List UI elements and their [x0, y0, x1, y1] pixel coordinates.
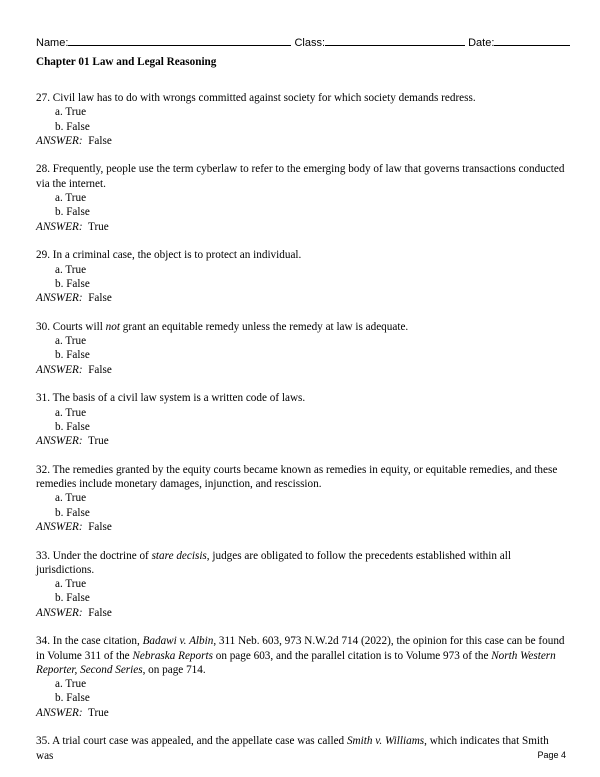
answer-value: True: [88, 220, 109, 233]
question-text: [36, 248, 566, 262]
answer-label: ANSWER:: [36, 706, 83, 719]
question-text-segment: The basis of a civil law system is a written code of laws.: [52, 392, 306, 405]
answer-option: b. False: [55, 592, 90, 605]
answer-option: a. True: [55, 335, 87, 348]
answer-value: False: [88, 134, 112, 147]
question-text: [36, 634, 566, 677]
question-number: 32.: [36, 463, 50, 476]
question-text: [36, 549, 566, 578]
name-label: Name:: [36, 37, 69, 49]
answer-label: ANSWER:: [36, 435, 83, 448]
answer-option: a. True: [55, 678, 87, 691]
question-text-segment: Courts will: [52, 320, 106, 333]
question-text-segment: A trial court case was appealed, and the appellate case was called: [52, 735, 347, 748]
question-text: [36, 391, 566, 405]
question-text-segment: In a criminal case, the object is to protect an individual.: [52, 249, 302, 262]
question-text-italic: North Western Reporter, Second Series: [36, 649, 556, 676]
question-item: [36, 162, 566, 233]
answer-label: ANSWER:: [36, 292, 83, 305]
question-text-segment: Civil law has to do with wrongs committed against society for which society demands redress.: [52, 92, 476, 104]
question-item: [36, 463, 566, 534]
answer-key: [36, 520, 566, 534]
question-text-segment: Frequently, people use the term cyberlaw to refer to the emerging body of law that governs transactions conducted via the internet.: [36, 163, 565, 190]
page-number: Page 4: [537, 750, 566, 760]
answer-label: ANSWER:: [36, 363, 83, 376]
question-item: [36, 734, 566, 763]
question-item: [36, 634, 566, 720]
question-text: [36, 734, 566, 763]
question-text-segment: , which indicates that Smith was: [36, 735, 549, 762]
class-label: Class:: [294, 37, 326, 49]
answer-option: b. False: [55, 506, 90, 519]
answer-option: b. False: [55, 277, 90, 290]
question-number: 35.: [36, 735, 50, 748]
question-number: 34.: [36, 635, 50, 648]
answer-key: [36, 291, 566, 305]
question-text-italic: Nebraska Reports: [132, 649, 213, 662]
question-text-segment: Under the doctrine of: [52, 549, 152, 562]
answer-option: b. False: [55, 692, 90, 705]
answer-key: [36, 434, 566, 448]
answer-key: [36, 706, 566, 720]
answer-option: b. False: [55, 420, 90, 433]
answer-option: a. True: [55, 263, 87, 276]
question-number: 29.: [36, 249, 50, 262]
answer-value: True: [88, 706, 109, 719]
date-blank: [494, 35, 570, 46]
question-text: [36, 162, 566, 191]
answer-value: True: [88, 435, 109, 448]
answer-key: [36, 606, 566, 620]
question-number: 33.: [36, 549, 50, 562]
question-text: [36, 91, 566, 105]
question-text-italic: stare decisis: [151, 549, 207, 562]
answer-option: a. True: [55, 406, 87, 419]
question-item: [36, 320, 566, 377]
answer-option: a. True: [55, 106, 87, 119]
answer-key: [36, 363, 566, 377]
answer-key: [36, 134, 566, 148]
answer-option: a. True: [55, 578, 87, 591]
answer-value: False: [88, 363, 112, 376]
answer-option: b. False: [55, 206, 90, 219]
answer-label: ANSWER:: [36, 520, 83, 533]
answer-value: False: [88, 520, 112, 533]
date-label: Date:: [468, 37, 495, 49]
question-text-italic: Smith v. Williams: [346, 735, 425, 748]
answer-option: b. False: [55, 349, 90, 362]
question-number: 30.: [36, 320, 50, 333]
question-list: [36, 91, 566, 777]
question-text-segment: , on page 714.: [142, 663, 206, 676]
answer-label: ANSWER:: [36, 134, 83, 147]
question-item: [36, 549, 566, 620]
name-blank: [68, 35, 291, 46]
answer-option: a. True: [55, 492, 87, 505]
answer-value: False: [88, 292, 112, 305]
answer-option: a. True: [55, 192, 87, 205]
question-text-segment: on page 603, and the parallel citation is to Volume 973 of the: [212, 649, 492, 662]
question-item: [36, 391, 566, 448]
question-number: 28.: [36, 163, 50, 176]
question-item: [36, 248, 566, 305]
answer-option: b. False: [55, 120, 90, 133]
question-text-segment: , judges are obligated to follow the precedents established within all jurisdictions.: [36, 549, 511, 576]
question-item: [36, 91, 566, 148]
question-text-segment: grant an equitable remedy unless the remedy at law is adequate.: [119, 320, 409, 333]
question-text: [36, 463, 566, 492]
student-info-header: [36, 35, 566, 49]
question-text: [36, 320, 566, 334]
answer-label: ANSWER:: [36, 606, 83, 619]
class-blank: [325, 35, 465, 46]
answer-key: [36, 220, 566, 234]
question-text-segment: In the case citation,: [52, 635, 143, 648]
answer-value: False: [88, 606, 112, 619]
question-text-segment: The remedies granted by the equity courts became known as remedies in equity, or equitable remedies, and these remedies include monetary damages, injunction, and rescission.: [36, 463, 558, 491]
question-text-italic: not: [105, 320, 120, 333]
question-number: 31.: [36, 392, 50, 405]
question-text-italic: Badawi v. Albin: [142, 635, 214, 648]
question-number: 27.: [36, 92, 50, 104]
answer-label: ANSWER:: [36, 220, 83, 233]
chapter-title: Chapter 01 Law and Legal Reasoning: [36, 56, 217, 68]
question-text-segment: , 311 Neb. 603, 973 N.W.2d 714 (2022), the opinion for this case can be found in Volume 311 of the: [36, 635, 565, 662]
